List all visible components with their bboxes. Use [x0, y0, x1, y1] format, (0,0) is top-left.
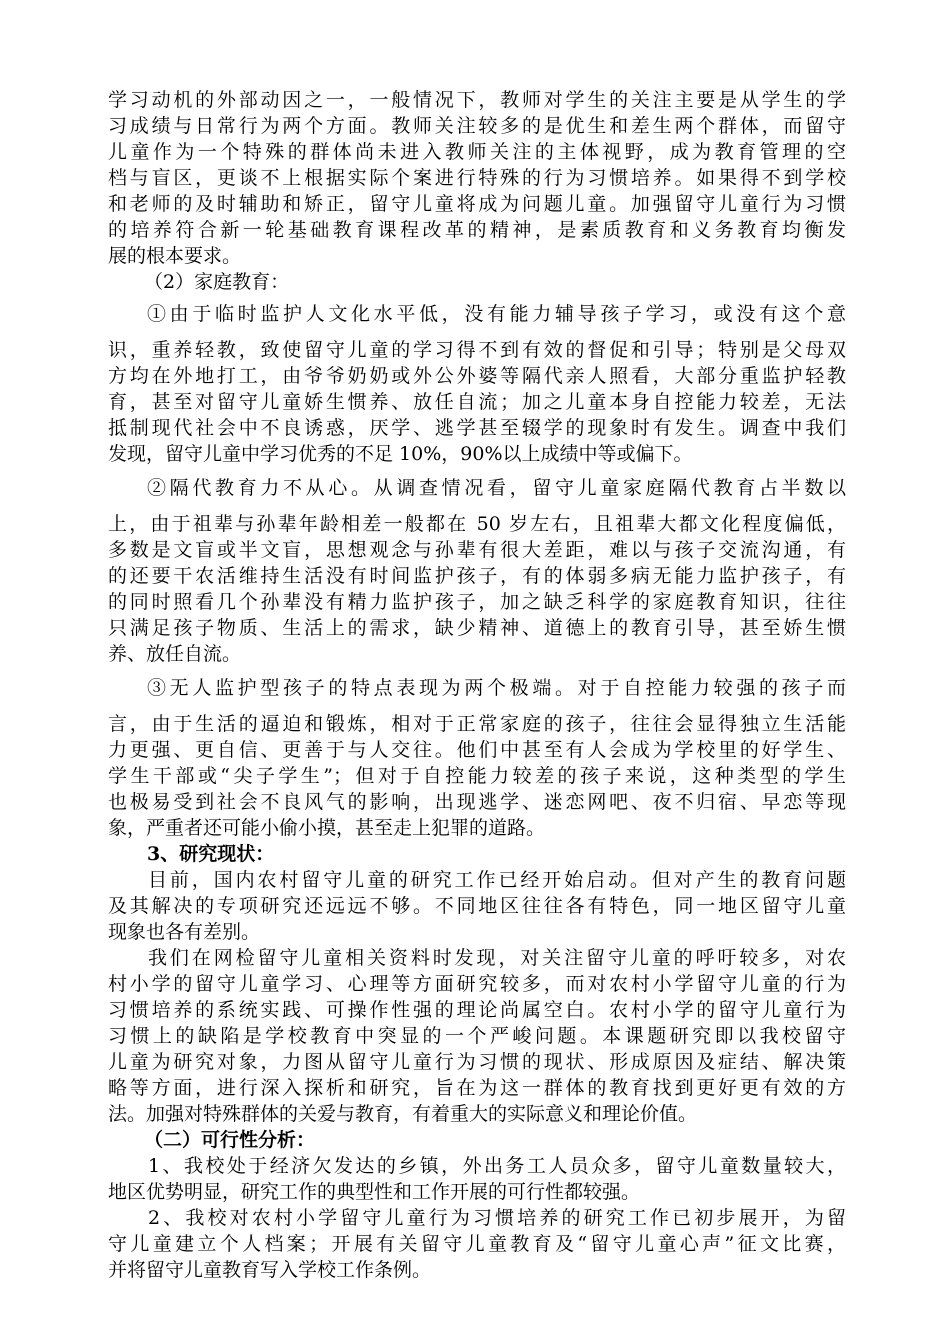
text-line: 现象也各有差别。: [108, 921, 261, 943]
text-line: 略等方面，进行深入探析和研究，旨在为这一群体的教育找到更好更有效的方: [108, 1077, 846, 1099]
text-line: 上，由于祖辈与孙辈年龄相差一般都在 50 岁左右，且祖辈大都文化程度偏低，: [108, 513, 846, 535]
text-line: 只满足孩子物质、生活上的需求，缺少精神、道德上的教育引导，甚至娇生惯: [108, 617, 846, 639]
text-line: 育，甚至对留守儿童娇生惯养、放任自流；加之儿童本身自控能力较差，无法: [108, 391, 846, 413]
text-line: 地区优势明显，研究工作的典型性和工作开展的可行性都较强。: [108, 1181, 641, 1203]
text-line: 言，由于生活的逼迫和锻炼，相对于正常家庭的孩子，往往会显得独立生活能: [108, 713, 846, 735]
heading-feasibility: （二）可行性分析：: [144, 1129, 316, 1151]
text-line: ③无人监护型孩子的特点表现为两个极端。对于自控能力较强的孩子而: [147, 677, 846, 699]
text-line: 识，重养轻教，致使留守儿童的学习得不到有效的督促和引导；特别是父母双: [108, 339, 846, 361]
text-line: 也极易受到社会不良风气的影响，出现逃学、迷恋网吧、夜不归宿、早恋等现: [108, 791, 846, 813]
heading-family-education: （2）家庭教育：: [144, 271, 290, 293]
text-line: 象，严重者还可能小偷小摸，甚至走上犯罪的道路。: [108, 817, 546, 839]
text-line: 儿童为研究对象，力图从留守儿童行为习惯的现状、形成原因及症结、解决策: [108, 1051, 846, 1073]
text-line: 习惯培养的系统实践、可操作性强的理论尚属空白。农村小学的留守儿童行为: [108, 999, 846, 1021]
text-line: 并将留守儿童教育写入学校工作条例。: [108, 1259, 432, 1281]
text-line: 多数是文盲或半文盲，思想观念与孙辈有很大差距，难以与孩子交流沟通，有: [108, 539, 846, 561]
text-line: 档与盲区，更谈不上根据实际个案进行特殊的行为习惯培养。如果得不到学校: [108, 167, 846, 189]
text-line: 守儿童建立个人档案；开展有关留守儿童教育及“留守儿童心声”征文比赛，: [108, 1233, 846, 1255]
text-line: 我们在网检留守儿童相关资料时发现，对关注留守儿童的呼吁较多，对农: [148, 947, 846, 969]
text-line: 的同时照看几个孙辈没有精力监护孩子，加之缺乏科学的家庭教育知识，往往: [108, 591, 846, 613]
text-line: 及其解决的专项研究还远远不够。不同地区往往各有特色，同一地区留守儿童: [108, 895, 846, 917]
text-line: 习成绩与日常行为两个方面。教师关注较多的是优生和差生两个群体，而留守: [108, 115, 846, 137]
text-line: 力更强、更自信、更善于与人交往。他们中甚至有人会成为学校里的好学生、: [108, 739, 846, 761]
text-line: 养、放任自流。: [108, 643, 242, 665]
text-line: 抵制现代社会中不良诱惑，厌学、逃学甚至辍学的现象时有发生。调查中我们: [108, 417, 846, 439]
heading-research-status: 3、研究现状：: [147, 843, 275, 865]
text-line: ②隔代教育力不从心。从调查情况看，留守儿童家庭隔代教育占半数以: [147, 477, 846, 499]
text-line: 和老师的及时辅助和矫正，留守儿童将成为问题儿童。加强留守儿童行为习惯: [108, 193, 846, 215]
text-line: 发现，留守儿童中学习优秀的不足 10%，90%以上成绩中等或偏下。: [108, 443, 693, 465]
text-line: 1、我校处于经济欠发达的乡镇，外出务工人员众多，留守儿童数量较大，: [148, 1155, 846, 1177]
text-line: 法。加强对特殊群体的关爱与教育，有着重大的实际意义和理论价值。: [108, 1103, 698, 1125]
text-line: 习惯上的缺陷是学校教育中突显的一个严峻问题。本课题研究即以我校留守: [108, 1025, 846, 1047]
text-line: 学习动机的外部动因之一，一般情况下，教师对学生的关注主要是从学生的学: [108, 89, 846, 111]
text-line: 展的根本要求。: [108, 245, 242, 267]
text-line: 村小学的留守儿童学习、心理等方面研究较多，而对农村小学留守儿童的行为: [108, 973, 846, 995]
text-line: 的培养符合新一轮基础教育课程改革的精神，是素质教育和义务教育均衡发: [108, 219, 846, 241]
text-line: ①由于临时监护人文化水平低，没有能力辅导孩子学习，或没有这个意: [147, 303, 846, 325]
text-line: 儿童作为一个特殊的群体尚未进入教师关注的主体视野，成为教育管理的空: [108, 141, 846, 163]
text-line: 学生干部或“尖子学生”；但对于自控能力较差的孩子来说，这种类型的学生: [108, 765, 846, 787]
text-line: 方均在外地打工，由爷爷奶奶或外公外婆等隔代亲人照看，大部分重监护轻教: [108, 365, 846, 387]
text-line: 2、我校对农村小学留守儿童行为习惯培养的研究工作已初步展开，为留: [148, 1207, 846, 1229]
text-line: 目前，国内农村留守儿童的研究工作已经开始启动。但对产生的教育问题: [148, 869, 846, 891]
text-line: 的还要干农活维持生活没有时间监护孩子，有的体弱多病无能力监护孩子，有: [108, 565, 846, 587]
